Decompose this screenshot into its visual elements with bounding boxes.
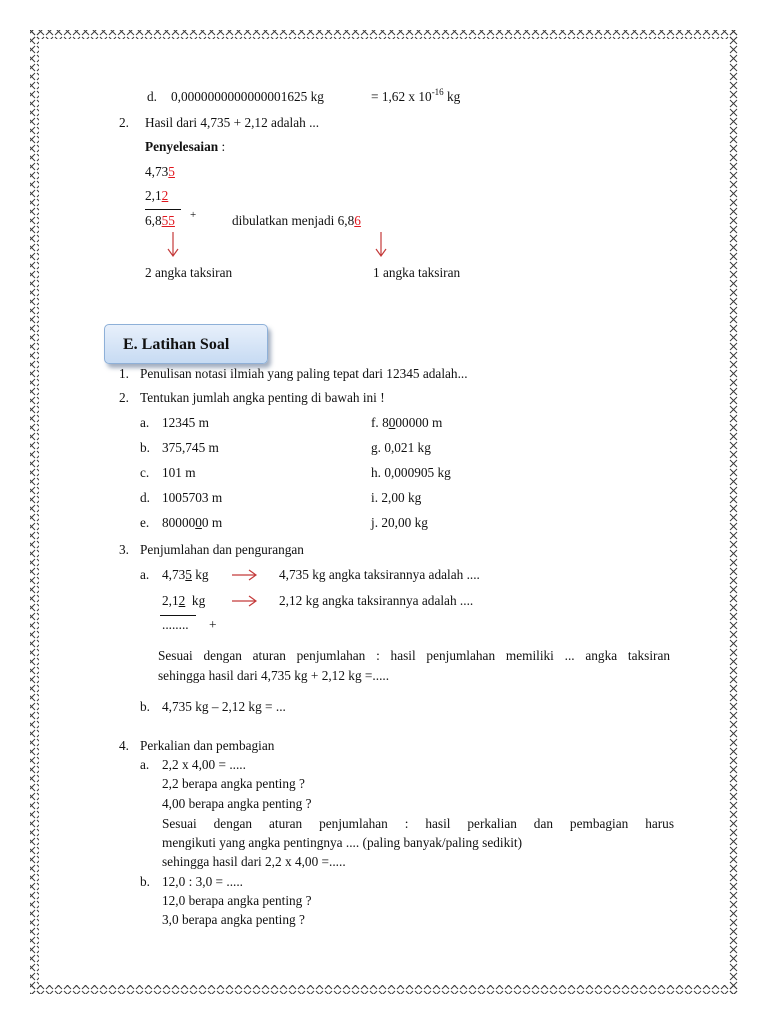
q4-a-line: mengikuti yang angka pentingnya .... (paling banyak/paling sedikit)	[162, 835, 523, 850]
q4-b-line: 3,0 berapa angka penting ?	[162, 912, 305, 927]
rounded-result	[232, 213, 361, 229]
q2-i-letter: i.	[371, 490, 379, 505]
addend-2-digits: 2,1	[145, 188, 162, 203]
q1-text: Penulisan notasi ilmiah yang paling tepat dari 12345 adalah...	[140, 366, 468, 381]
q2-e-letter: e.	[140, 515, 150, 530]
addend-2	[145, 188, 168, 204]
right-arrow-icon	[231, 569, 259, 581]
q2-g-text: 0,021 kg	[384, 440, 431, 455]
q3-a1-desc: 4,735 kg angka taksirannya adalah ....	[279, 567, 480, 582]
q4-a-line: 2,2 berapa angka penting ?	[162, 776, 305, 791]
q3-paragraph-line1: Sesuai dengan aturan penjumlahan : hasil penjumlahan memiliki ... angka taksiran	[158, 648, 670, 663]
sum-plus: +	[190, 209, 197, 221]
sum-estimated-digits: 55	[161, 213, 175, 228]
q3-a3-plus: +	[209, 617, 217, 632]
q2-b-text: 375,745 m	[162, 440, 219, 455]
q2-j	[371, 515, 428, 531]
q3-a2-pre: 2,1	[162, 593, 179, 608]
q3-a2-underlined: 2	[178, 593, 186, 608]
q2-j-text: 20,00 kg	[381, 515, 428, 530]
q3-paragraph-line2: sehingga hasil dari 4,735 kg + 2,12 kg =.....	[158, 668, 390, 683]
part-d-result-prefix: = 1,62 x 10	[371, 89, 432, 104]
q2-d-text: 1005703 m	[162, 490, 223, 505]
penyelesaian-heading: Penyelesaian	[145, 139, 219, 154]
q2-g	[371, 440, 431, 456]
q3-a1-pre: 4,73	[162, 567, 186, 582]
down-arrow-icon	[374, 231, 388, 259]
q3-a1-unit: kg	[191, 567, 209, 582]
penyelesaian-label	[145, 139, 225, 155]
part-d-result	[371, 89, 460, 105]
q2-e-text	[162, 515, 222, 531]
item2-number: 2.	[119, 115, 129, 130]
q4-b-letter: b.	[140, 874, 150, 889]
part-d-value: 0,0000000000000001625 kg	[171, 89, 324, 104]
q4-a-line: 4,00 berapa angka penting ?	[162, 796, 312, 811]
q2-e-underlined: 0	[195, 515, 202, 530]
q3-b-letter: b.	[140, 699, 150, 714]
addend-1-digits: 4,73	[145, 164, 169, 179]
rounded-text: dibulatkan menjadi 6,8	[232, 213, 355, 228]
q4-a-letter: a.	[140, 757, 150, 772]
q2-h-letter: h.	[371, 465, 381, 480]
part-d-unit: kg	[447, 89, 461, 104]
q2-c-letter: c.	[140, 465, 150, 480]
q2-f-post: 00000 m	[395, 415, 443, 430]
q4-a-line: sehingga hasil dari 2,2 x 4,00 =.....	[162, 854, 346, 869]
right-arrow-icon	[231, 595, 259, 607]
q2-f-pre: 8	[382, 415, 389, 430]
q2-c-text: 101 m	[162, 465, 196, 480]
q2-d-letter: d.	[140, 490, 150, 505]
rounded-estimated-digit: 6	[354, 213, 361, 228]
q2-f-letter: f.	[371, 415, 379, 430]
addend-2-estimated-digit: 2	[161, 188, 169, 203]
part-d-exponent: -16	[431, 87, 444, 97]
q2-e-post: 0 m	[201, 515, 223, 530]
q2-e-pre: 80000	[162, 515, 196, 530]
item2-text: Hasil dari 4,735 + 2,12 adalah ...	[145, 115, 320, 130]
q2-g-letter: g.	[371, 440, 381, 455]
q2-h-text: 0,000905 kg	[384, 465, 451, 480]
label-2-estimated: 2 angka taksiran	[145, 265, 233, 280]
q2-i-text: 2,00 kg	[381, 490, 422, 505]
q4-a-line: 2,2 x 4,00 = .....	[162, 757, 246, 772]
q3-b-text: 4,735 kg – 2,12 kg = ...	[162, 699, 286, 714]
q2-number: 2.	[119, 390, 129, 405]
q3-a3-dots: ........	[162, 617, 189, 632]
q4-number: 4.	[119, 738, 129, 753]
q2-b-letter: b.	[140, 440, 150, 455]
q4-b-line: 12,0 : 3,0 = .....	[162, 874, 244, 889]
q2-i	[371, 490, 421, 506]
q3-a1-value	[162, 567, 209, 583]
q4-text: Perkalian dan pembagian	[140, 738, 275, 753]
q3-a1-underlined: 5	[185, 567, 192, 582]
q2-f	[371, 415, 442, 431]
down-arrow-icon	[166, 231, 180, 259]
q2-j-letter: j.	[371, 515, 379, 530]
q2-a-text: 12345 m	[162, 415, 209, 430]
section-header-box	[104, 324, 268, 364]
q1-number: 1.	[119, 366, 129, 381]
penyelesaian-colon: :	[218, 139, 226, 154]
q2-a-letter: a.	[140, 415, 150, 430]
sum-result	[145, 213, 175, 229]
q3-number: 3.	[119, 542, 129, 557]
q3-a2-unit: kg	[185, 593, 206, 608]
q3-text: Penjumlahan dan pengurangan	[140, 542, 304, 557]
q4-a-line: Sesuai dengan aturan penjumlahan : hasil perkalian dan pembagian harus	[162, 816, 674, 831]
q3-a2-value	[162, 593, 205, 609]
sum-line	[145, 209, 181, 210]
q2-text: Tentukan jumlah angka penting di bawah ini !	[140, 390, 385, 405]
label-1-estimated: 1 angka taksiran	[373, 265, 461, 280]
q3-sum-line	[160, 615, 196, 616]
q3-a-letter: a.	[140, 567, 150, 582]
section-title: E. Latihan Soal	[123, 336, 230, 353]
q4-b-line: 12,0 berapa angka penting ?	[162, 893, 312, 908]
q2-h	[371, 465, 451, 481]
sum-digits: 6,8	[145, 213, 162, 228]
addend-1-estimated-digit: 5	[168, 164, 175, 179]
addend-1	[145, 164, 175, 180]
part-d-letter: d.	[147, 89, 157, 104]
q3-a2-desc: 2,12 kg angka taksirannya adalah ....	[279, 593, 474, 608]
q2-f-underlined: 0	[388, 415, 396, 430]
